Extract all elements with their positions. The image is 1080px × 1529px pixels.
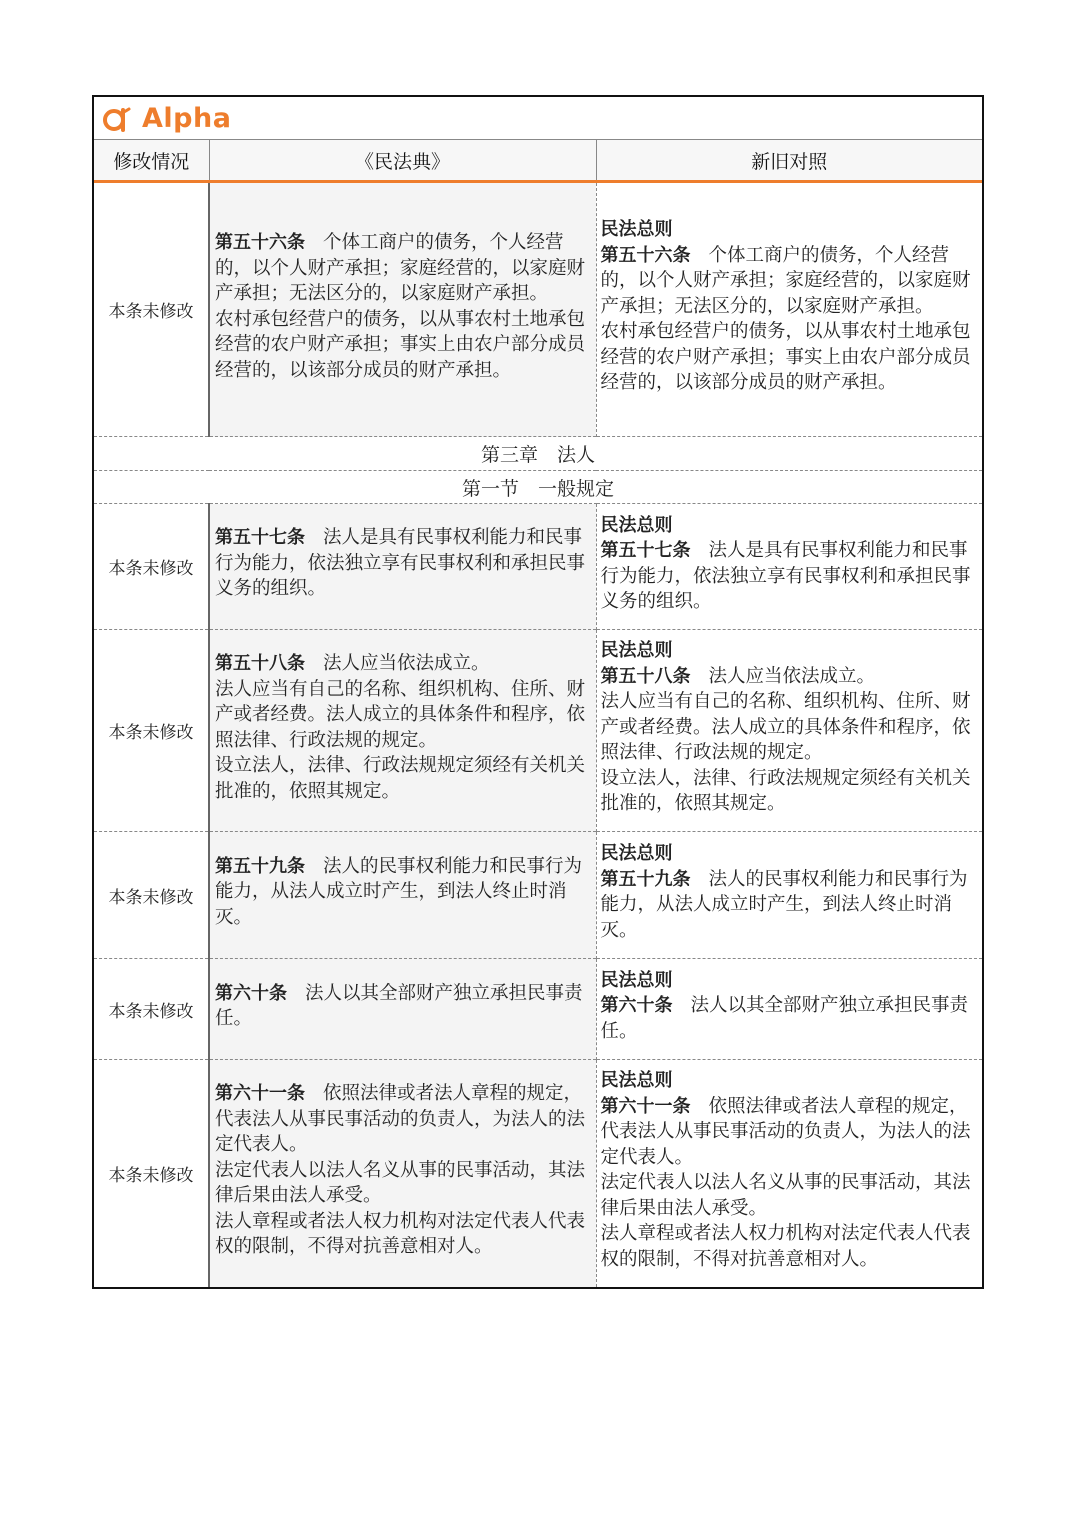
paragraph-text: 个体工商户的债务，个人经营的，以个人财产承担；家庭经营的，以家庭财产承担；无法区分的，以家庭财产承担。 [215,232,586,304]
article-paragraph [215,1209,592,1260]
article-number: 第五十七条 [215,527,305,549]
paragraph-text: 法人应当依法成立。 [708,665,876,687]
article-paragraph [215,677,592,754]
article-paragraph [215,854,592,931]
article-paragraph [601,319,979,396]
brand-header [94,97,982,140]
paragraph-text: 设立法人，法律、行政法规规定须经有关机关批准的，依照其规定。 [215,755,586,802]
source-law-label: 民法总则 [600,843,673,864]
article-number: 第六十条 [600,995,673,1017]
civil-code-cell [209,959,596,1060]
old-law-cell [596,504,982,630]
article-paragraph [601,766,979,817]
paragraph-text: 法人章程或者法人权力机构对法定代表人代表权的限制，不得对抗善意相对人。 [215,1210,586,1257]
old-law-cell [596,630,982,832]
article-paragraph [601,1170,979,1221]
article-paragraph [601,538,979,615]
civil-code-cell [209,182,596,437]
article-paragraph [601,1094,979,1171]
article-paragraph [215,1081,592,1158]
source-law-label: 民法总则 [600,514,673,536]
comparison-table [94,140,982,1287]
paragraph-text: 法人是具有民事权利能力和民事行为能力，依法独立享有民事权利和承担民事义务的组织。 [600,540,971,612]
article-paragraph [601,243,979,320]
article-number: 第五十九条 [600,868,691,890]
old-law-cell [596,1060,982,1287]
article-row [94,630,982,832]
status-cell: 本条未修改 [94,832,209,959]
article-row [94,182,982,437]
paragraph-text: 法人应当依法成立。 [323,653,490,674]
paragraph-text: 法人是具有民事权利能力和民事行为能力，依法独立享有民事权利和承担民事义务的组织。 [215,527,586,600]
status-cell: 本条未修改 [94,959,209,1060]
section-title: 第一节 一般规定 [94,471,982,504]
source-law-label: 民法总则 [600,219,673,241]
paragraph-text: 法人应当有自己的名称、组织机构、住所、财产或者经费。法人成立的具体条件和程序，依照法律、行政法规的规定。 [600,691,971,764]
old-law-cell [596,182,982,437]
source-law-label: 民法总则 [600,1070,673,1092]
chapter-title: 第三章 法人 [94,437,982,471]
article-paragraph [601,867,979,944]
status-cell: 本条未修改 [94,1060,209,1287]
header-row [94,140,982,182]
article-paragraph [601,993,979,1044]
article-number: 第五十八条 [600,665,691,687]
brand-name: Alpha [142,102,232,134]
source-law-label: 民法总则 [600,969,673,991]
civil-code-cell [209,630,596,832]
header-civil-code: 《民法典》 [209,140,596,182]
article-paragraph [215,1158,592,1209]
article-paragraph [215,753,592,804]
article-row [94,1060,982,1287]
paragraph-text: 依照法律或者法人章程的规定，代表法人从事民事活动的负责人，为法人的法定代表人。 [600,1095,971,1168]
article-number: 第五十六条 [600,244,691,266]
section-row [94,471,982,504]
source-law-label: 民法总则 [600,640,673,662]
civil-code-cell [209,832,596,959]
article-paragraph [215,981,592,1032]
article-number: 第六十一条 [215,1083,305,1104]
article-paragraph [601,1221,979,1272]
paragraph-text: 设立法人，法律、行政法规规定须经有关机关批准的，依照其规定。 [600,767,971,815]
article-paragraph [215,525,592,602]
article-paragraph [601,664,979,690]
old-law-cell [596,832,982,959]
article-paragraph [215,230,592,307]
paragraph-text: 农村承包经营户的债务，以从事农村土地承包经营的农户财产承担；事实上由农户部分成员经营的，以该部分成员的财产承担。 [600,321,971,394]
comparison-sheet [92,95,984,1289]
paragraph-text: 法人的民事权利能力和民事行为能力，从法人成立时产生，到法人终止时消灭。 [600,868,968,941]
article-row [94,959,982,1060]
status-cell: 本条未修改 [94,504,209,630]
paragraph-text: 法定代表人以法人名义从事的民事活动，其法律后果由法人承受。 [215,1159,586,1206]
paragraph-text: 法人章程或者法人权力机构对法定代表人代表权的限制，不得对抗善意相对人。 [600,1223,971,1270]
paragraph-text: 农村承包经营户的债务，以从事农村土地承包经营的农户财产承担；事实上由农户部分成员经营的，以该部分成员的财产承担。 [215,308,586,381]
paragraph-text: 依照法律或者法人章程的规定，代表法人从事民事活动的负责人，为法人的法定代表人。 [215,1083,586,1155]
article-number: 第六十条 [215,982,287,1004]
article-number: 第六十一条 [600,1095,691,1117]
article-paragraph [215,651,592,677]
status-cell: 本条未修改 [94,630,209,832]
article-row [94,832,982,959]
old-law-cell [596,959,982,1060]
paragraph-text: 法定代表人以法人名义从事的民事活动，其法律后果由法人承受。 [600,1172,971,1219]
article-number: 第五十六条 [215,232,305,253]
chapter-row [94,437,982,471]
alpha-logo-icon [102,103,132,133]
article-number: 第五十八条 [215,653,305,674]
header-status: 修改情况 [94,140,209,182]
article-number: 第五十七条 [600,540,691,561]
paragraph-text: 法人以其全部财产独立承担民事责任。 [600,995,969,1042]
paragraph-text: 个体工商户的债务，个人经营的，以个人财产承担；家庭经营的，以家庭财产承担；无法区分的，以家庭财产承担。 [600,244,971,317]
article-paragraph [215,307,592,384]
header-comparison: 新旧对照 [596,140,982,182]
article-paragraph [601,689,979,766]
paragraph-text: 法人的民事权利能力和民事行为能力，从法人成立时产生，到法人终止时消灭。 [215,855,583,928]
paragraph-text: 法人应当有自己的名称、组织机构、住所、财产或者经费。法人成立的具体条件和程序，依照法律、行政法规的规定。 [215,678,586,751]
civil-code-cell [209,1060,596,1287]
article-number: 第五十九条 [215,855,305,877]
status-cell: 本条未修改 [108,302,194,322]
civil-code-cell [209,504,596,630]
paragraph-text: 法人以其全部财产独立承担民事责任。 [215,982,583,1029]
article-row [94,504,982,630]
